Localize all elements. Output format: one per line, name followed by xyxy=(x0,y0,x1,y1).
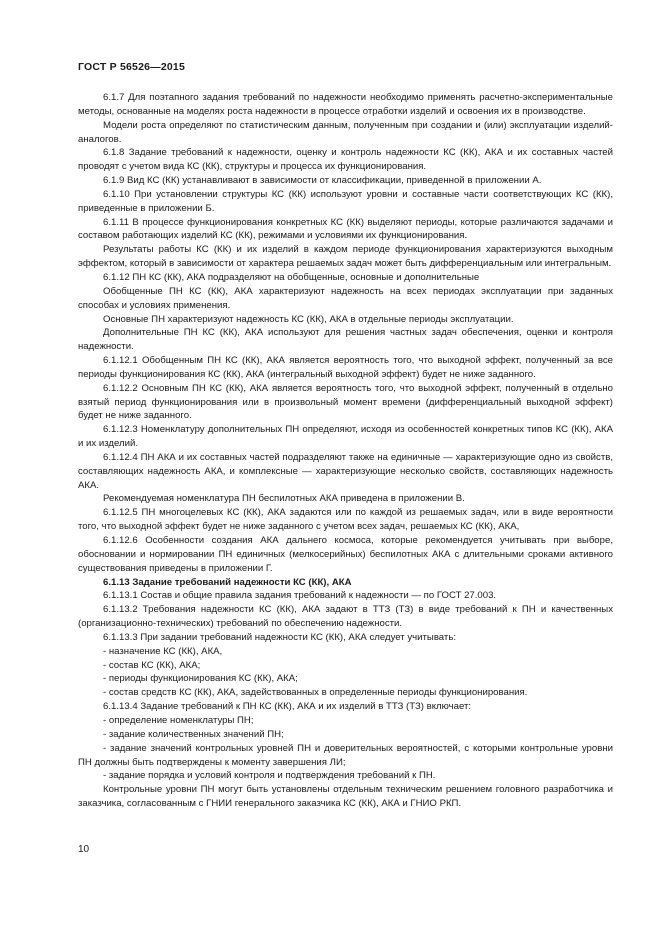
paragraph: 6.1.7 Для поэтапного задания требований по надежности необходимо применять расчетно-экспериментальные методы, основанные на моделях роста надежности в процессе отработки изделий и освоения их в производстве. xyxy=(78,92,613,117)
list-item: - задание значений контрольных уровней ПН и доверительных вероятностей, с которыми контрольные уровни ПН должны быть подтверждены к моменту завершения ЛИ; xyxy=(78,742,613,768)
paragraph: 6.1.12.5 ПН многоцелевых КС (КК), АКА задаются или по каждой из решаемых задач, или в виде вероятности того, что выходной эффект будет не ниже заданного с учетом всех задач, решаемых КС (КК), АКА, xyxy=(78,507,613,533)
document-header: ГОСТ Р 56526—2015 xyxy=(78,61,186,73)
paragraph: Рекомендуемая номенклатура ПН беспилотных АКА приведена в приложении В. xyxy=(103,493,465,505)
section-heading: 6.1.13 Задание требований надежности КС (КК), АКА xyxy=(103,576,352,588)
paragraph: 6.1.13.3 При задании требований надежности КС (КК), АКА следует учитывать: xyxy=(103,631,456,643)
paragraph: 6.1.13.2 Требования надежности КС (КК), АКА задают в ТТЗ (ТЗ) в виде требований к ПН и качественных (организационно-технических) требований по обеспечению надежности. xyxy=(78,604,613,630)
paragraph: Результаты работы КС (КК) и их изделий в каждом периоде функционирования характеризуются выходным эффектом, который в зависимости от характера решаемых задач может быть дифференциальным или интегральным. xyxy=(78,244,613,270)
paragraph: 6.1.9 Вид КС (КК) устанавливают в зависимости от классификации, приведенной в приложении А. xyxy=(103,175,542,187)
list-item: - состав средств КС (КК), АКА, задействованных в определенные периоды функционирования. xyxy=(103,687,528,699)
paragraph: 6.1.8 Задание требований к надежности, оценку и контроль надежности КС (КК), АКА и их составных частей проводят с учетом вида КС (КК), структуры и процесса их функционирования. xyxy=(78,147,613,173)
paragraph: 6.1.12.6 Особенности создания АКА дальнего космоса, которые рекомендуется учитывать при выборе, обосновании и нормировании ПН единичных (мелкосерийных) беспилотных АКА с длительными сроками активного существования приведены в приложении Г. xyxy=(78,535,613,574)
paragraph: 6.1.12.3 Номенклатуру дополнительных ПН определяют, исходя из особенностей конкретных типов КС (КК), АКА и их изделий. xyxy=(78,424,613,450)
page-number: 10 xyxy=(78,844,90,855)
list-item: - определение номенклатуры ПН; xyxy=(103,714,254,726)
list-item: - задание порядка и условий контроля и подтверждения требований к ПН. xyxy=(103,770,436,782)
paragraph: Контрольные уровни ПН могут быть установлены отдельным техническим решением головного разработчика и заказчика, согласованным с ГНИИ генерального заказчика КС (КК), АКА и ГНИО РКП. xyxy=(78,784,613,810)
paragraph: Модели роста определяют по статистическим данным, полученным при создании и (или) эксплуатации изделий-аналогов. xyxy=(78,119,613,145)
paragraph: 6.1.13.4 Задание требований к ПН КС (КК), АКА и их изделий в ТТЗ (ТЗ) включает: xyxy=(103,701,472,713)
paragraph: Обобщенные ПН КС (КК), АКА характеризуют надежность на всех периодах эксплуатации при заданных способах и условиях применения. xyxy=(78,285,613,311)
list-item: - задание количественных значений ПН; xyxy=(103,728,284,740)
paragraph: 6.1.12.1 Обобщенным ПН КС (КК), АКА является вероятность того, что выходной эффект, полученный за все периоды функционирования КС (КК), АКА (интегральный выходной эффект) будет не ниже заданного. xyxy=(78,355,613,380)
paragraph: 6.1.11 В процессе функционирования конкретных КС (КК) выделяют периоды, которые различаются задачами и составом работающих изделий КС (КК), режимами и условиями их функционирования. xyxy=(78,216,613,242)
paragraph: 6.1.12.2 Основным ПН КС (КК), АКА является вероятность того, что выходной эффект, полученный в отдельно взятый период функционирования или в произвольный момент времени (дифференциальный выходной эффект) будет не ниже заданного. xyxy=(78,382,613,422)
paragraph: Дополнительные ПН КС (КК), АКА используют для решения частных задач обеспечения, оценки и контроля надежности. xyxy=(78,327,613,353)
list-item: - назначение КС (КК), АКА, xyxy=(103,645,223,657)
paragraph: 6.1.12 ПН КС (КК), АКА подразделяют на обобщенные, основные и дополнительные xyxy=(103,271,480,283)
list-item: - периоды функционирования КС (КК), АКА; xyxy=(103,673,298,685)
paragraph: 6.1.13.1 Состав и общие правила задания требований к надежности — по ГОСТ 27.003. xyxy=(103,590,497,602)
paragraph: 6.1.12.4 ПН АКА и их составных частей подразделяют также на единичные — характеризующие одно из свойств, составляющих надежность АКА, и комплексные — характеризующие несколько свойств, составляющих надежность АКА. xyxy=(78,451,613,491)
paragraph: 6.1.10 При установлении структуры КС (КК) используют уровни и составные части соответствующих КС (КК), приведенные в приложении Б. xyxy=(78,188,613,214)
list-item: - состав КС (КК), АКА; xyxy=(103,659,201,671)
paragraph: Основные ПН характеризуют надежность КС (КК), АКА в отдельные периоды эксплуатации. xyxy=(103,313,514,325)
document-body xyxy=(78,91,613,811)
